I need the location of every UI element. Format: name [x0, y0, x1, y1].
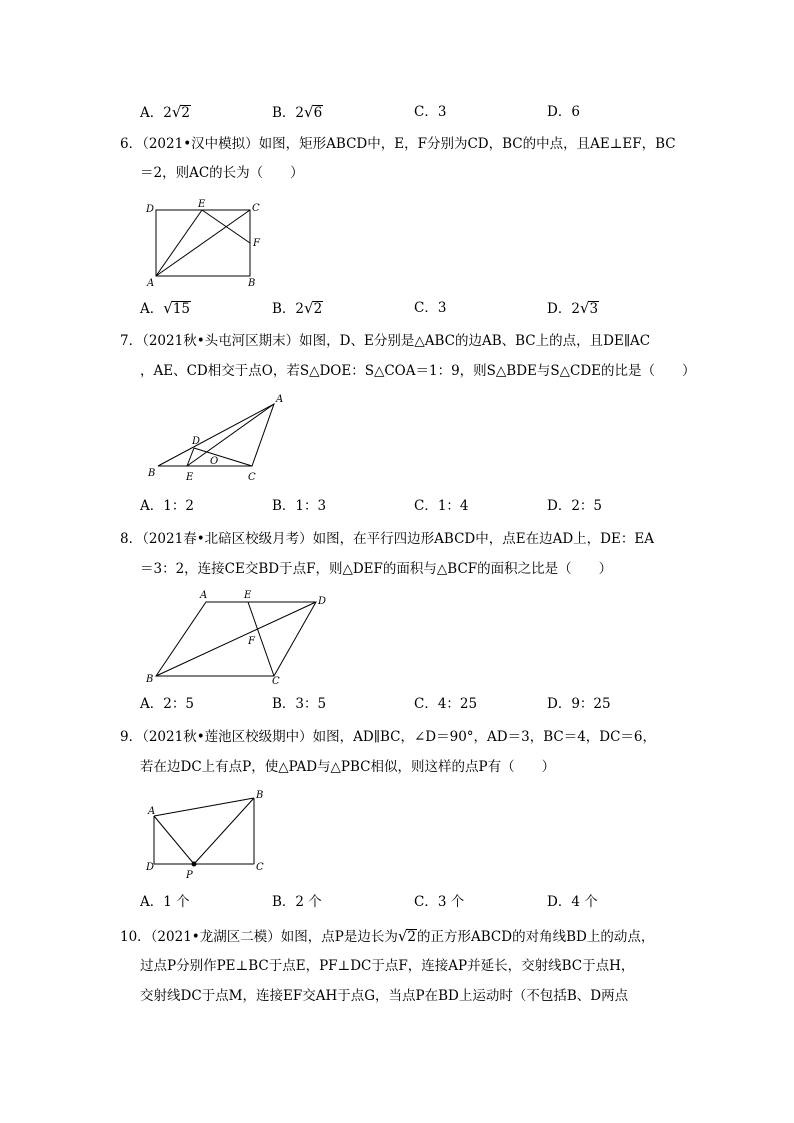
q5-option-b[interactable]: B．2√6 [272, 103, 323, 121]
q8-label-a: A [200, 590, 208, 601]
q7-figure-triangle [140, 390, 300, 486]
q6-stem-line2: ＝2，则AC的长为（ ） [140, 165, 304, 181]
q9-label-b: B [256, 790, 264, 801]
q9-label-a: A [148, 806, 156, 817]
q6-option-a[interactable]: A．√15 [140, 299, 190, 317]
q9-stem-line2: 若在边DC上有点P，使△PAD与△PBC相似，则这样的点P有（ ） [140, 759, 556, 775]
q7-stem-line2: ，AE、CD相交于点O，若S△DOE：S△COA＝1：9，则S△BDE与S△CDE的比是（ ） [140, 363, 696, 379]
q8-stem-line2: ＝3：2，连接CE交BD于点F，则△DEF的面积与△BCF的面积之比是（ ） [140, 561, 613, 577]
q8-option-c[interactable]: C．4：25 [414, 696, 478, 712]
q7-option-d[interactable]: D．2：5 [547, 498, 603, 514]
q7-label-c: C [248, 472, 256, 483]
q7-label-e: E [186, 472, 194, 483]
q8-label-c: C [272, 676, 280, 687]
q5-option-d[interactable]: D．6 [547, 104, 580, 120]
q8-option-d[interactable]: D．9：25 [547, 696, 611, 712]
q6-option-c[interactable]: C．3 [414, 300, 447, 316]
q8-label-e: E [244, 590, 252, 601]
q8-label-f: F [248, 636, 255, 647]
q6-stem-line1: 6．（2021•汉中模拟）如图，矩形ABCD中，E，F分别为CD，BC的中点，且AE⊥EF，BC [120, 136, 676, 152]
q8-label-d: D [318, 596, 327, 607]
q8-option-b[interactable]: B．3：5 [272, 696, 327, 712]
q7-label-b: B [148, 468, 156, 479]
q9-label-c: C [256, 862, 264, 873]
q9-stem-line1: 9．（2021秋•莲池区校级期中）如图，AD∥BC，∠D＝90°，AD＝3，BC＝4，DC＝6， [120, 729, 657, 745]
q8-label-b: B [146, 674, 154, 685]
q6-label-e: E [198, 199, 206, 210]
q9-label-p: P [186, 870, 193, 881]
q6-figure-rectangle [140, 196, 280, 292]
q7-label-o: O [210, 456, 219, 467]
q10-stem-line3: 交射线DC于点M，连接EF交AH于点G，当点P在BD上运动时（不包括B、D两点 [140, 988, 629, 1004]
q9-option-a[interactable]: A．1 个 [140, 894, 190, 910]
q9-option-d[interactable]: D．4 个 [547, 894, 598, 910]
q8-stem-line1: 8．（2021春•北碚区校级月考）如图，在平行四边形ABCD中，点E在边AD上，DE：EA [120, 531, 654, 547]
q6-option-d[interactable]: D．2√3 [547, 299, 599, 317]
q6-label-c: C [252, 203, 260, 214]
q6-option-b[interactable]: B．2√2 [272, 299, 323, 317]
q7-option-c[interactable]: C．1：4 [414, 498, 469, 514]
q7-label-d: D [192, 436, 201, 447]
q9-option-b[interactable]: B．2 个 [272, 894, 322, 910]
q5-option-a[interactable]: A．2√2 [140, 103, 190, 121]
q10-stem-line1: 10．（2021•龙湖区二模）如图，点P是边长为√2的正方形ABCD的对角线BD上的动点， [120, 927, 655, 945]
q8-figure-parallelogram [140, 588, 340, 688]
q7-option-a[interactable]: A．1：2 [140, 498, 194, 514]
q7-option-b[interactable]: B．1：3 [272, 498, 327, 514]
q6-label-d: D [146, 204, 155, 215]
q7-stem-line1: 7．（2021秋•头屯河区期末）如图，D、E分别是△ABC的边AB、BC上的点，且DE∥AC [120, 333, 651, 349]
q7-label-a: A [276, 394, 284, 405]
q9-figure-trapezoid [140, 786, 280, 886]
q6-label-b: B [248, 278, 256, 289]
q5-option-c[interactable]: C．3 [414, 104, 447, 120]
q8-option-a[interactable]: A．2：5 [140, 696, 194, 712]
q9-option-c[interactable]: C．3 个 [414, 894, 465, 910]
q6-label-a: A [147, 278, 155, 289]
q9-label-d: D [146, 862, 155, 873]
q6-label-f: F [253, 238, 260, 249]
q10-stem-line2: 过点P分别作PE⊥BC于点E，PF⊥DC于点F，连接AP并延长，交射线BC于点H， [140, 958, 635, 974]
